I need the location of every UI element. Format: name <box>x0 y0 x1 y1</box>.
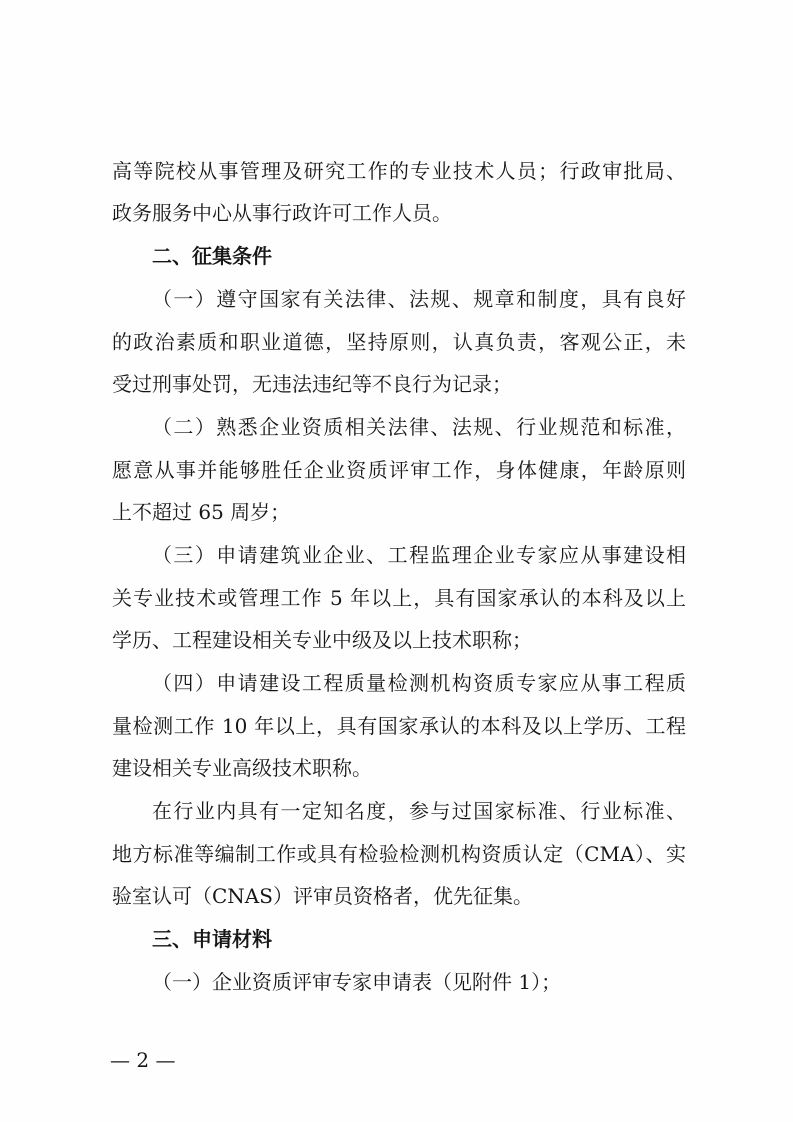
section-heading: 三、申请材料 <box>152 927 272 951</box>
paragraph-line: 在行业内具有一定知名度，参与过国家标准、行业标准、 <box>152 799 686 823</box>
paragraph-line: 的政治素质和职业道德，坚持原则，认真负责，客观公正，未 <box>112 330 686 354</box>
paragraph-line: （三）申请建筑业企业、工程监理企业专家应从事建设相 <box>152 543 686 567</box>
paragraph-line: 高等院校从事管理及研究工作的专业技术人员；行政审批局、 <box>112 159 686 183</box>
paragraph-line: 愿意从事并能够胜任企业资质评审工作，身体健康，年龄原则 <box>112 458 686 482</box>
paragraph-line: （四）申请建设工程质量检测机构资质专家应从事工程质 <box>152 671 686 695</box>
paragraph-line: （一）企业资质评审专家申请表（见附件 1）； <box>152 970 562 994</box>
paragraph-line: 学历、工程建设相关专业中级及以上技术职称； <box>112 628 532 652</box>
paragraph-line: 验室认可（CNAS）评审员资格者，优先征集。 <box>112 884 533 908</box>
paragraph-line: 政务服务中心从事行政许可工作人员。 <box>112 201 452 225</box>
paragraph-line: （一）遵守国家有关法律、法规、规章和制度，具有良好 <box>152 287 686 311</box>
paragraph-line: 上不超过 65 周岁； <box>112 500 291 524</box>
paragraph-line: 受过刑事处罚，无违法违纪等不良行为记录； <box>112 372 512 396</box>
section-heading: 二、征集条件 <box>152 244 272 268</box>
paragraph-line: 关专业技术或管理工作 5 年以上，具有国家承认的本科及以上 <box>112 586 686 610</box>
paragraph-line: 地方标准等编制工作或具有检验检测机构资质认定（CMA）、实 <box>112 842 686 866</box>
paragraph-line: （二）熟悉企业资质相关法律、法规、行业规范和标准， <box>152 415 686 439</box>
paragraph-line: 建设相关专业高级技术职称。 <box>112 756 372 780</box>
page-number: — 2 — <box>110 1048 176 1072</box>
paragraph-line: 量检测工作 10 年以上，具有国家承认的本科及以上学历、工程 <box>112 714 686 738</box>
